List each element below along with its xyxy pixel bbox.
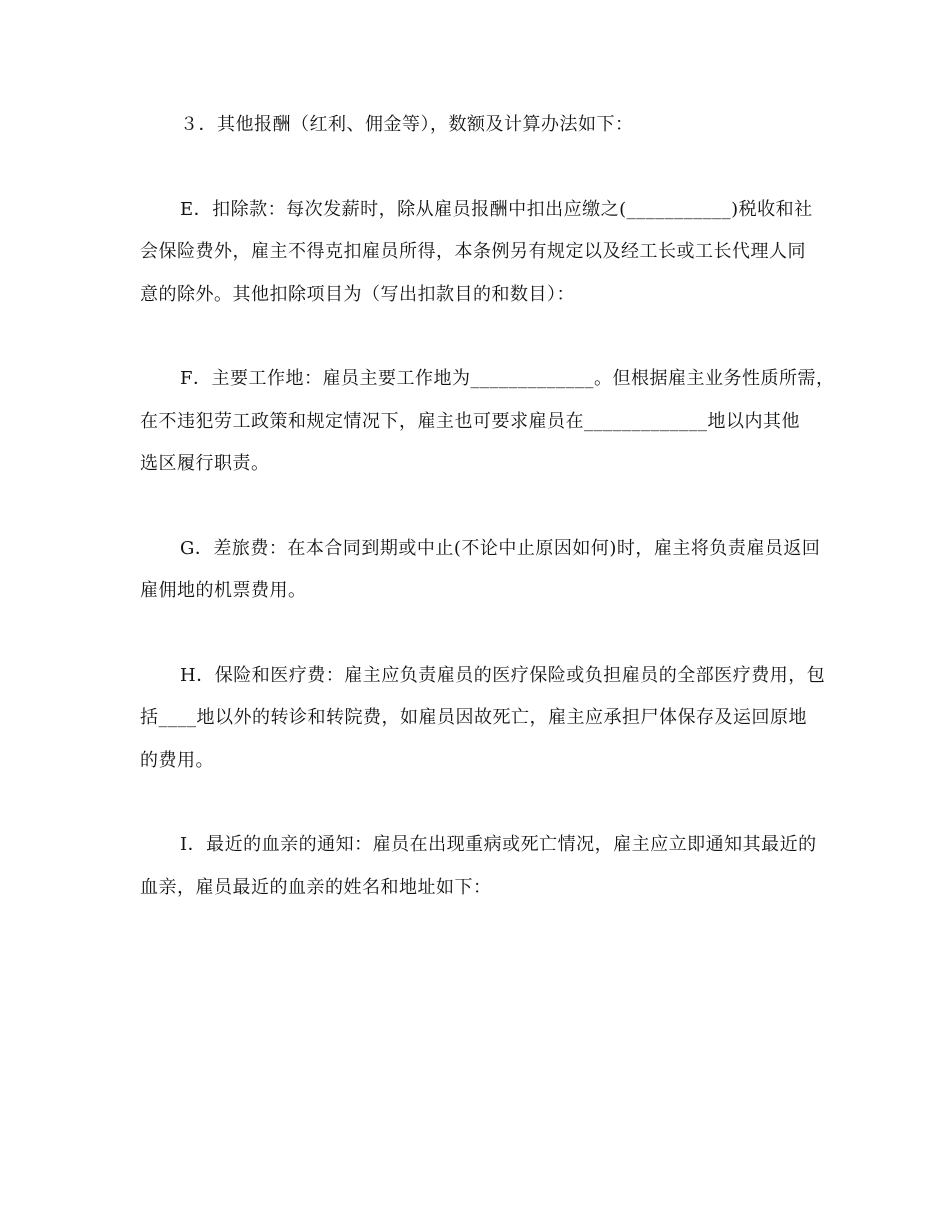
paragraph-line: 会保险费外，雇主不得克扣雇员所得，本条例另有规定以及经工长或工长代理人同 bbox=[140, 241, 806, 262]
paragraph-line: G．差旅费：在本合同到期或中止(不论中止原因如何)时，雇主将负责雇员返回 bbox=[180, 537, 821, 559]
paragraph-line: 在不违犯劳工政策和规定情况下，雇主也可要求雇员在_____________地以内其他 bbox=[140, 410, 800, 432]
clause-h-insurance-medical bbox=[140, 655, 840, 783]
paragraph-line: 括____地以外的转诊和转院费，如雇员因故死亡，雇主应承担尸体保存及运回原地 bbox=[140, 707, 807, 728]
paragraph-line: I．最近的血亲的通知：雇员在出现重病或死亡情况，雇主应立即通知其最近的 bbox=[180, 834, 817, 855]
clause-3-other-remuneration bbox=[140, 104, 840, 147]
paragraph-line: 的费用。 bbox=[140, 749, 214, 771]
paragraph-line: ３．其他报酬（红利、佣金等），数额及计算办法如下： bbox=[180, 114, 634, 135]
paragraph-line: E．扣除款：每次发薪时，除从雇员报酬中扣出应缴之(___________)税收和社 bbox=[180, 198, 813, 220]
paragraph-line: 选区履行职责。 bbox=[140, 453, 270, 474]
paragraph-line: 血亲，雇员最近的血亲的姓名和地址如下： bbox=[140, 876, 492, 898]
paragraph-line: F．主要工作地：雇员主要工作地为_____________。但根据雇主业务性质所需， bbox=[180, 368, 835, 389]
clause-f-work-location bbox=[140, 358, 840, 486]
clause-g-travel-expenses bbox=[140, 528, 840, 613]
document-body bbox=[140, 104, 840, 951]
paragraph-line: H．保险和医疗费：雇主应负责雇员的医疗保险或负担雇员的全部医疗费用，包 bbox=[180, 664, 826, 686]
paragraph-line: 意的除外。其他扣除项目为（写出扣款目的和数目）： bbox=[140, 283, 575, 305]
clause-e-deductions bbox=[140, 189, 840, 317]
paragraph-line: 雇佣地的机票费用。 bbox=[140, 580, 307, 601]
clause-i-next-of-kin bbox=[140, 824, 840, 909]
